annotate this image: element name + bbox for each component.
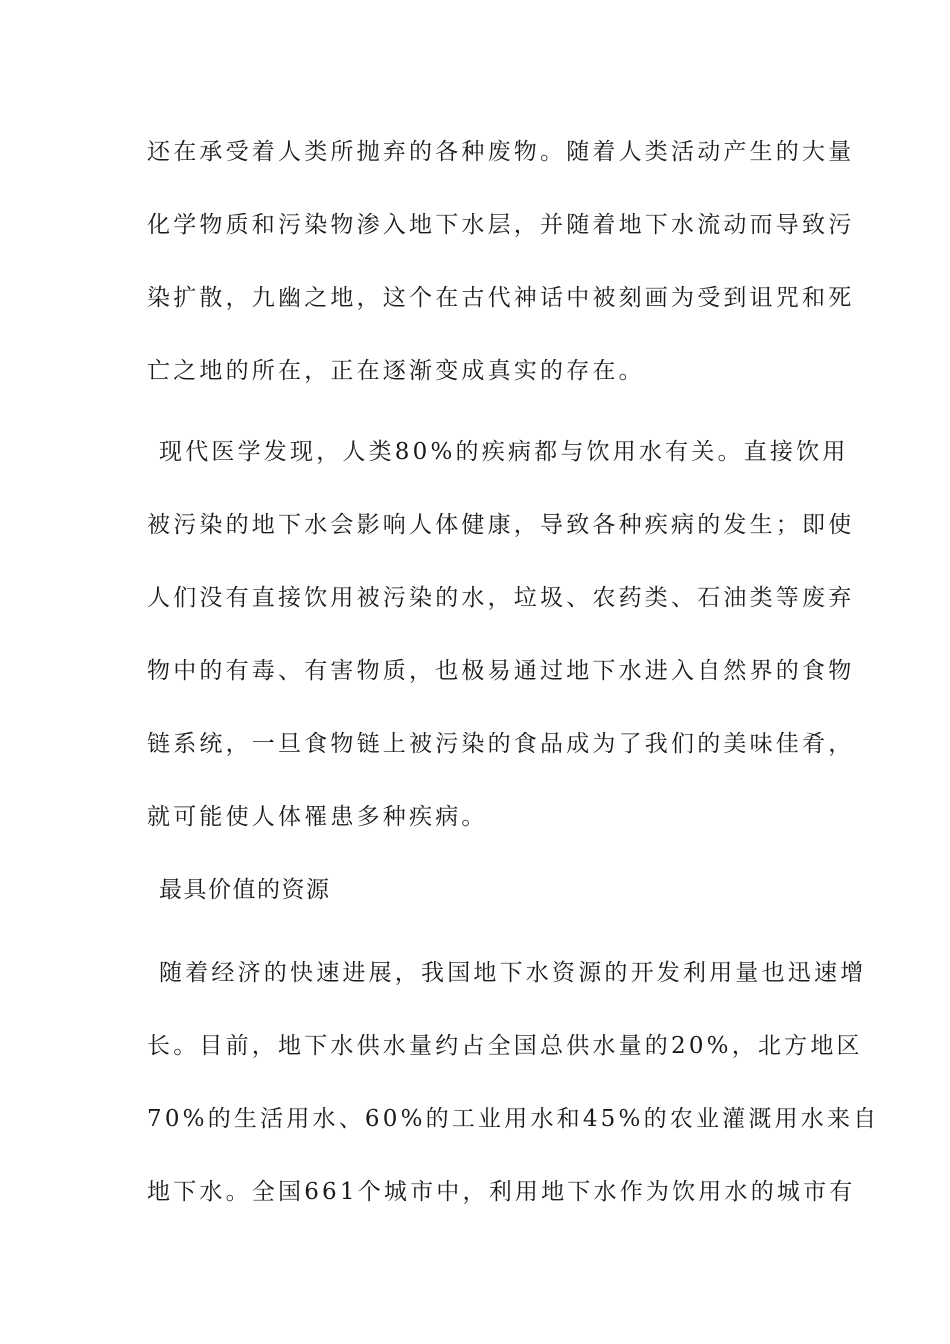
text-line: 亡之地的所在，正在逐渐变成真实的存在。 [147,358,645,384]
text-line: 地下水。全国661个城市中，利用地下水作为饮用水的城市有 [147,1179,856,1205]
paragraph-start-line: 现代医学发现，人类80%的疾病都与饮用水有关。直接饮用 [159,439,849,465]
text-line: 长。目前，地下水供水量约占全国总供水量的20%，北方地区 [147,1033,863,1059]
text-line: 人们没有直接饮用被污染的水，垃圾、农药类、石油类等废弃 [147,585,855,611]
text-line: 被污染的地下水会影响人体健康，导致各种疾病的发生；即使 [147,512,855,538]
text-line: 就可能使人体罹患多种疾病。 [147,804,488,830]
text-line: 70%的生活用水、60%的工业用水和45%的农业灌溉用水来自 [147,1106,880,1132]
text-line: 染扩散，九幽之地，这个在古代神话中被刻画为受到诅咒和死 [147,285,855,311]
text-line: 还在承受着人类所抛弃的各种废物。随着人类活动产生的大量 [147,139,855,165]
section-heading: 最具价值的资源 [159,877,331,903]
paragraph-start-line: 随着经济的快速进展，我国地下水资源的开发利用量也迅速增 [159,960,867,986]
text-line: 链系统，一旦食物链上被污染的食品成为了我们的美味佳肴， [147,731,855,757]
text-line: 化学物质和污染物渗入地下水层，并随着地下水流动而导致污 [147,212,855,238]
text-line: 物中的有毒、有害物质，也极易通过地下水进入自然界的食物 [147,658,855,684]
